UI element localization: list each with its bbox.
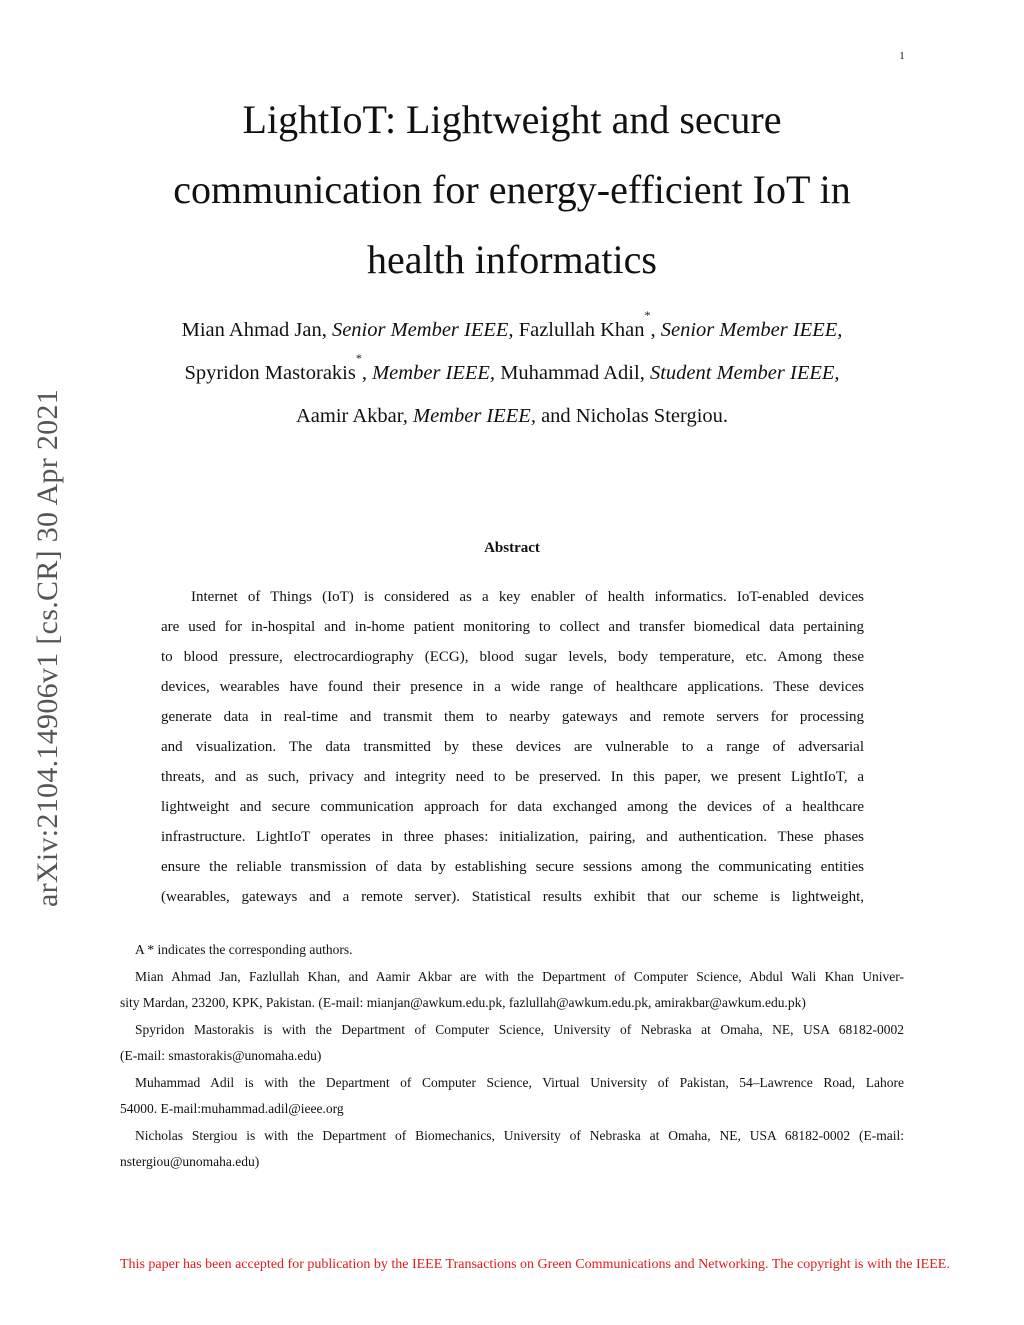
author-role: Senior Member IEEE,	[660, 319, 843, 341]
abstract-line: generate data in real-time and transmit them to nearby gateways and remote servers for processing	[161, 709, 864, 725]
author-name: Aamir Akbar,	[295, 405, 413, 427]
author-name: and Nicholas Stergiou.	[535, 405, 729, 427]
abstract-line: threats, and as such, privacy and integrity need to be preserved. In this paper, we present LightIoT, a	[161, 769, 864, 785]
author-list	[90, 309, 934, 438]
author-name: Mian Ahmad Jan,	[181, 319, 332, 341]
author-name: Fazlullah Khan	[513, 319, 645, 341]
footnote-line: Spyridon Mastorakis is with the Department of Computer Science, University of Nebraska at Omaha, NE, USA 68182-0002	[135, 1021, 904, 1037]
author-line	[90, 395, 934, 438]
footnote-line: nstergiou@unomaha.edu)	[120, 1154, 260, 1169]
abstract-heading: Abstract	[484, 540, 540, 556]
footnote-affiliation	[120, 1123, 904, 1176]
footnote-corresponding: A * indicates the corresponding authors.	[135, 942, 353, 957]
footnote-line: Nicholas Stergiou is with the Department of Biomechanics, University of Nebraska at Omaha, NE, USA 68182-0002 (E-mail:	[135, 1127, 904, 1143]
footnote-affiliation	[120, 964, 904, 1017]
author-role: Senior Member IEEE,	[331, 319, 514, 341]
publication-notice: This paper has been accepted for publication by the IEEE Transactions on Green Communications and Networking. The copyright is with the IEEE.	[120, 1257, 950, 1272]
footnote-line: 54000. E-mail:muhammad.adil@ieee.org	[120, 1101, 344, 1116]
author-name: Muhammad Adil,	[495, 362, 650, 384]
abstract-line: (wearables, gateways and a remote server). Statistical results exhibit that our scheme is lightweight,	[161, 889, 864, 905]
author-name: Spyridon Mastorakis	[184, 362, 356, 384]
author-line	[90, 309, 934, 352]
footnote-line: sity Mardan, 23200, KPK, Pakistan. (E-mail: mianjan@awkum.edu.pk, fazlullah@awkum.edu.pk, amirakbar@awkum.edu.pk)	[120, 995, 806, 1010]
author-role: Member IEEE,	[413, 405, 536, 427]
author-role: Member IEEE,	[372, 362, 496, 384]
arxiv-identifier[interactable]: arXiv:2104.14906v1 [cs.CR] 30 Apr 2021	[31, 388, 64, 908]
page-number: 1	[899, 50, 905, 62]
footnote-affiliation	[120, 1017, 904, 1070]
separator: ,	[650, 319, 661, 341]
footnote-line: (E-mail: smastorakis@unomaha.edu)	[120, 1048, 322, 1063]
footnote-line: Mian Ahmad Jan, Fazlullah Khan, and Aamir Akbar are with the Department of Computer Science, Abdul Wali Khan Univer-	[135, 968, 904, 984]
author-line	[90, 352, 934, 395]
corresponding-marker: *	[644, 308, 651, 322]
footnote-line: Muhammad Adil is with the Department of Computer Science, Virtual University of Pakistan, 54–Lawrence Road, Lahore	[135, 1074, 904, 1090]
abstract-line: infrastructure. LightIoT operates in three phases: initialization, pairing, and authentication. These phases	[161, 829, 864, 845]
title-line: LightIoT: Lightweight and secure	[242, 97, 782, 142]
abstract-line: and visualization. The data transmitted by these devices are vulnerable to a range of adversarial	[161, 739, 864, 755]
title-line: health informatics	[367, 237, 657, 282]
author-role: Student Member IEEE,	[649, 362, 840, 384]
corresponding-marker: *	[355, 351, 362, 365]
abstract-line: are used for in-hospital and in-home patient monitoring to collect and transfer biomedical data pertaining	[161, 619, 864, 635]
separator: ,	[361, 362, 373, 384]
abstract-line: Internet of Things (IoT) is considered as a key enabler of health informatics. IoT-enabled devices	[191, 589, 864, 605]
paper-title	[120, 85, 904, 295]
footnotes	[120, 937, 904, 1176]
abstract-line: lightweight and secure communication approach for data exchanged among the devices of a healthcare	[161, 799, 864, 815]
footnote-affiliation	[120, 1070, 904, 1123]
abstract-line: ensure the reliable transmission of data by establishing secure sessions among the communicating entities	[161, 859, 864, 875]
abstract-line: to blood pressure, electrocardiography (ECG), blood sugar levels, body temperature, etc. Among these	[161, 649, 864, 665]
title-line: communication for energy-efficient IoT in	[173, 167, 851, 212]
abstract-body	[161, 582, 864, 912]
abstract-line: devices, wearables have found their presence in a wide range of healthcare applications. These devices	[161, 679, 864, 695]
